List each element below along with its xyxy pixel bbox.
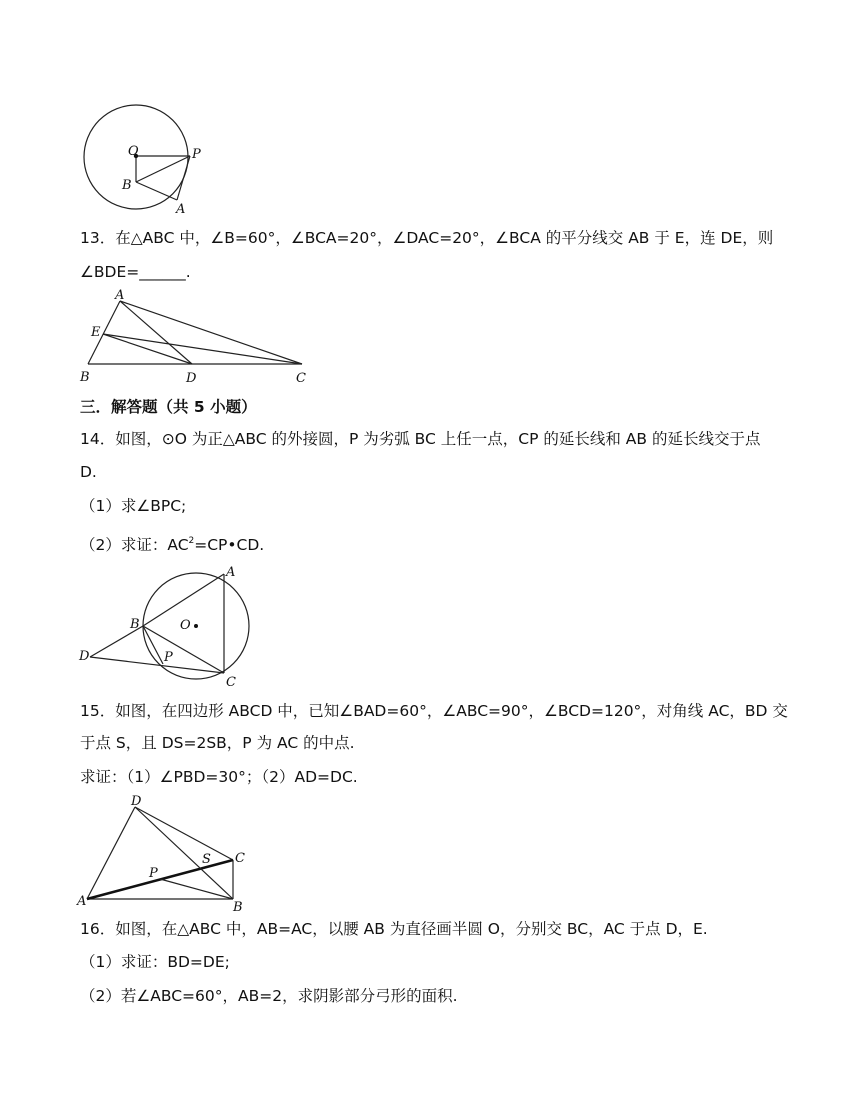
q14-part2-prefix: （2）求证：AC [80, 536, 189, 554]
label-p: P [164, 650, 173, 665]
segment-pa [177, 156, 190, 200]
label-b: B [80, 370, 90, 385]
label-a: A [226, 565, 236, 580]
segment-ec [103, 334, 302, 364]
label-o: O [180, 618, 191, 633]
segment-dc [135, 807, 233, 860]
q16-part1: （1）求证：BD=DE; [80, 953, 230, 971]
segment-ad [87, 807, 135, 899]
q14-part2 [80, 531, 264, 555]
label-d: D [186, 371, 197, 386]
label-p: P [192, 147, 201, 162]
label-b: B [233, 900, 243, 915]
q15-line1: 15．如图，在四边形 ABCD 中，已知∠BAD=60°，∠ABC=90°，∠BCD=120°，对角线 AC，BD 交 [80, 702, 788, 720]
segment-ba [136, 182, 177, 200]
q14-line2: D. [80, 463, 97, 481]
q14-part2-suffix: =CP•CD. [194, 536, 265, 554]
q13-line2: ∠BDE=______. [80, 263, 191, 281]
label-c: C [296, 371, 306, 386]
segment-ad [120, 301, 192, 364]
segment-bp [136, 156, 190, 182]
figure-q14-circle [78, 560, 278, 690]
figure-q13-triangle [78, 286, 318, 386]
q16-line1: 16．如图，在△ABC 中，AB=AC，以腰 AB 为直径画半圆 O，分别交 BC，AC 于点 D，E. [80, 920, 708, 938]
figure-q12-circle [80, 100, 220, 215]
label-e: E [91, 325, 101, 340]
segment-dc [90, 657, 224, 673]
segment-ed [103, 334, 192, 364]
label-c: C [235, 851, 245, 866]
label-d: D [131, 794, 142, 809]
label-c: C [226, 675, 236, 690]
section-title: 三．解答题（共 5 小题） [80, 398, 257, 416]
label-o: O [128, 144, 139, 159]
label-b: B [130, 617, 140, 632]
q16-part2: （2）若∠ABC=60°，AB=2，求阴影部分弓形的面积. [80, 987, 458, 1005]
label-s: S [202, 852, 211, 867]
label-a: A [176, 202, 186, 217]
label-a: A [77, 894, 87, 909]
figure-q15-quadrilateral [75, 793, 265, 915]
label-b: B [122, 178, 132, 193]
label-a: A [115, 288, 125, 303]
q15-line3: 求证：（1）∠PBD=30°；（2）AD=DC. [80, 768, 358, 786]
label-d: D [79, 649, 90, 664]
segment-ac [120, 301, 302, 364]
q14-part2-sup: 2 [188, 536, 195, 546]
q15-line2: 于点 S，且 DS=2SB，P 为 AC 的中点. [80, 734, 355, 752]
q13-line1: 13．在△ABC 中，∠B=60°，∠BCA=20°，∠DAC=20°，∠BCA 的平分线交 AB 于 E，连 DE，则 [80, 229, 774, 247]
q14-line1: 14．如图，⊙O 为正△ABC 的外接圆，P 为劣弧 BC 上任一点，CP 的延长线和 AB 的延长线交于点 [80, 430, 761, 448]
label-p: P [149, 866, 158, 881]
q14-part1: （1）求∠BPC; [80, 497, 187, 515]
center-dot [194, 624, 198, 628]
